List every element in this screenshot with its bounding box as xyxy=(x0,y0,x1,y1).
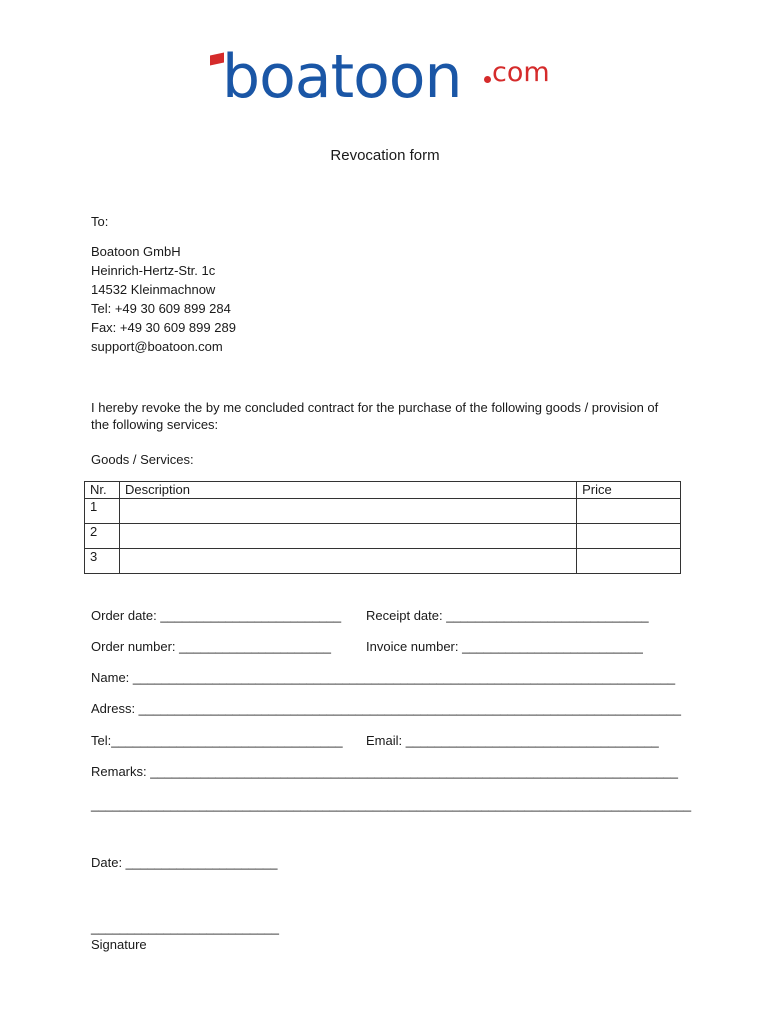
boatoon-logo xyxy=(208,42,568,112)
page-title: Revocation form xyxy=(330,147,440,164)
table-row xyxy=(85,499,681,524)
receipt-date-field[interactable]: Receipt date: ____________________________ xyxy=(366,608,649,623)
tel-field[interactable]: Tel:________________________________ xyxy=(91,733,343,748)
name-field[interactable]: Name: ___________________________________________________________________________ xyxy=(91,670,676,685)
revocation-statement-line: the following services: xyxy=(91,417,219,432)
to-label: To: xyxy=(91,214,109,229)
header-price: Price xyxy=(577,482,681,499)
date-field[interactable]: Date: _____________________ xyxy=(91,855,278,870)
address-field[interactable]: Adress: ___________________________________________________________________________ xyxy=(91,701,681,716)
header-nr: Nr. xyxy=(85,482,120,499)
remarks-field[interactable]: Remarks: _________________________________________________________________________ xyxy=(91,764,679,779)
table-row xyxy=(85,524,681,549)
row-description-cell[interactable] xyxy=(119,549,576,574)
goods-table xyxy=(84,481,681,574)
address-line: Heinrich-Hertz-Str. 1c xyxy=(91,263,216,278)
signature-line[interactable]: __________________________ xyxy=(91,920,279,935)
row-nr: 3 xyxy=(85,549,120,574)
revocation-statement-line: I hereby revoke the by me concluded contract for the purchase of the following goods / provision of xyxy=(91,400,659,415)
table-row xyxy=(85,549,681,574)
order-number-field[interactable]: Order number: _____________________ xyxy=(91,639,331,654)
row-nr: 2 xyxy=(85,524,120,549)
goods-label: Goods / Services: xyxy=(91,452,194,467)
address-line: 14532 Kleinmachnow xyxy=(91,282,216,297)
logo-suffix: com xyxy=(492,57,550,88)
address-line: Tel: +49 30 609 899 284 xyxy=(91,301,231,316)
row-nr: 1 xyxy=(85,499,120,524)
signature-label: Signature xyxy=(91,937,147,952)
logo-dot xyxy=(484,76,491,83)
row-description-cell[interactable] xyxy=(119,499,576,524)
order-date-field[interactable]: Order date: _________________________ xyxy=(91,608,342,623)
email-field[interactable]: Email: ___________________________________ xyxy=(366,733,659,748)
table-header-row xyxy=(85,482,681,499)
remarks-field-line-2[interactable]: ___________________________________________________________________________________ xyxy=(91,797,692,812)
logo-wordmark: boatoon xyxy=(222,42,462,112)
invoice-number-field[interactable]: Invoice number: _________________________ xyxy=(366,639,643,654)
address-email: support@boatoon.com xyxy=(91,339,223,354)
row-price-cell[interactable] xyxy=(577,549,681,574)
header-description: Description xyxy=(119,482,576,499)
row-price-cell[interactable] xyxy=(577,499,681,524)
address-line: Boatoon GmbH xyxy=(91,244,181,259)
address-line: Fax: +49 30 609 899 289 xyxy=(91,320,236,335)
row-description-cell[interactable] xyxy=(119,524,576,549)
row-price-cell[interactable] xyxy=(577,524,681,549)
